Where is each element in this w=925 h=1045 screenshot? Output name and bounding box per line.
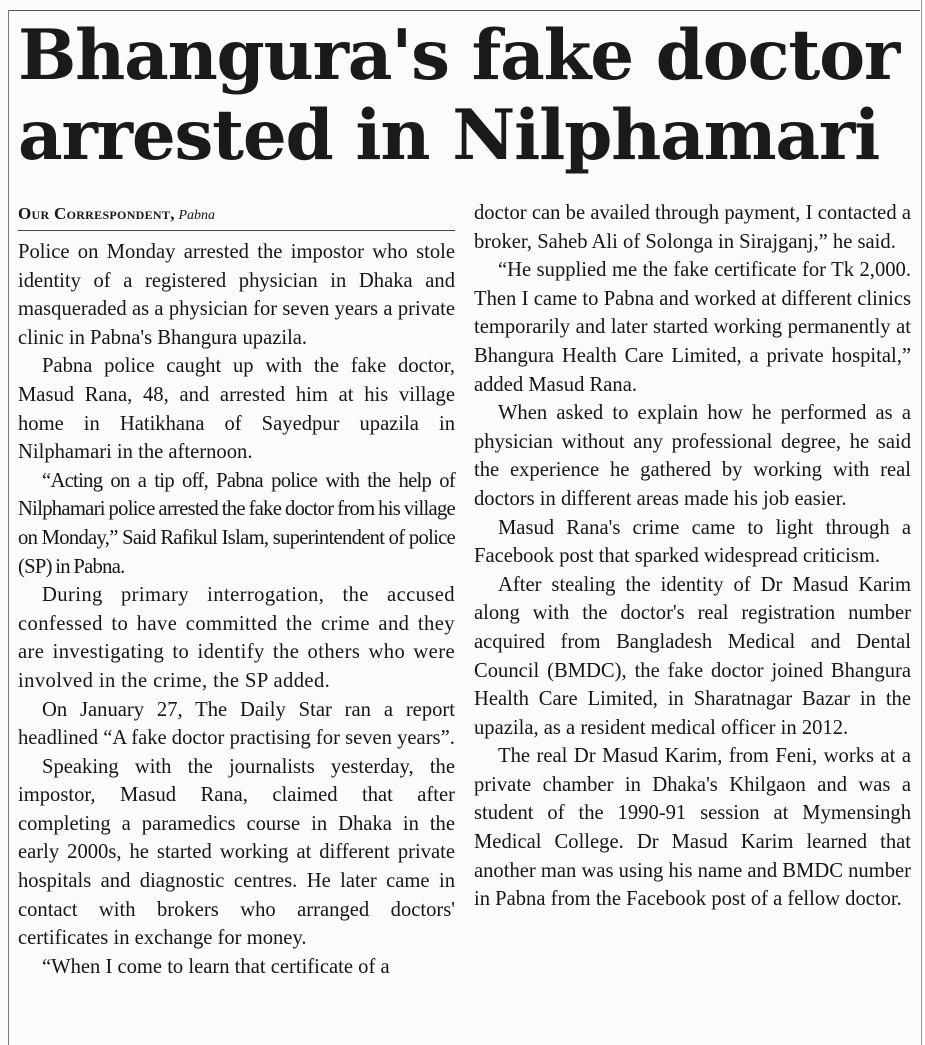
- paragraph: When asked to explain how he performed as a physician without any professional degree, he said the experience he gathered by working with real doctors in different areas made his job easier.: [474, 402, 911, 510]
- byline-place: Pabna: [178, 208, 216, 223]
- paragraph: “Acting on a tip off, Pabna police with the help of Nilphamari police arrested the fake doctor from his village on Monday,” Said Rafikul Islam, superintendent of police (SP) in Pabna.: [18, 469, 455, 578]
- paragraph: Masud Rana's crime came to light through a Facebook post that sparked widespread criticism.: [474, 516, 911, 568]
- paragraph: “He supplied me the fake certificate for Tk 2,000. Then I came to Pabna and worked at different clinics temporarily and later started working permanently at Bhangura Health Care Limited, a private hospital,” added Masud Rana.: [474, 259, 911, 396]
- paragraph: Police on Monday arrested the impostor who stole identity of a registered physician in Dhaka and masqueraded as a physician for seven years a private clinic in Pabna's Bhangura upazila.: [18, 241, 455, 349]
- paragraph: During primary interrogation, the accused confessed to have committed the crime and they are investigating to identify the others who were involved in the crime, the SP added.: [18, 584, 455, 692]
- top-border-rule: [8, 10, 920, 11]
- paragraph: Speaking with the journalists yesterday, the impostor, Masud Rana, claimed that after completing a paramedics course in Dhaka in the early 2000s, he started working at different private hospitals and diagnostic centres. He later came in contact with brokers who arranged doctors' certificates in exchange for money.: [18, 755, 455, 950]
- right-column: [474, 199, 911, 914]
- paragraph: doctor can be availed through payment, I contacted a broker, Saheb Ali of Solonga in Sirajganj,” he said.: [474, 202, 911, 253]
- headline-line-2: arrested in Nilphamari: [18, 95, 880, 176]
- paragraph: The real Dr Masud Karim, from Feni, works at a private chamber in Dhaka's Khilgaon and was a student of the 1990-91 session at Mymensingh Medical College. Dr Masud Karim learned that another man was using his name and BMDC number in Pabna from the Facebook post of a fellow doctor.: [474, 745, 911, 911]
- byline-author: Our Correspondent,: [18, 204, 175, 223]
- paragraph: “When I come to learn that certificate of a: [42, 955, 390, 978]
- paragraph: Pabna police caught up with the fake doctor, Masud Rana, 48, and arrested him at his village home in Hatikhana of Sayedpur upazila in Nilphamari in the afternoon.: [18, 355, 455, 464]
- byline: [18, 200, 455, 231]
- headline-line-1: Bhangura's fake doctor: [18, 15, 900, 96]
- headline: [18, 16, 913, 176]
- right-border-rule: [921, 0, 922, 1045]
- paragraph: On January 27, The Daily Star ran a report headlined “A fake doctor practising for seven years”.: [18, 698, 455, 750]
- paragraph: After stealing the identity of Dr Masud Karim along with the doctor's real registration number acquired from Bangladesh Medical and Dental Council (BMDC), the fake doctor joined Bhangura Health Care Limited, in Sharatnagar Bazar in the upazila, as a resident medical officer in 2012.: [474, 573, 911, 739]
- left-border-rule: [8, 10, 9, 1045]
- left-column: [18, 200, 455, 981]
